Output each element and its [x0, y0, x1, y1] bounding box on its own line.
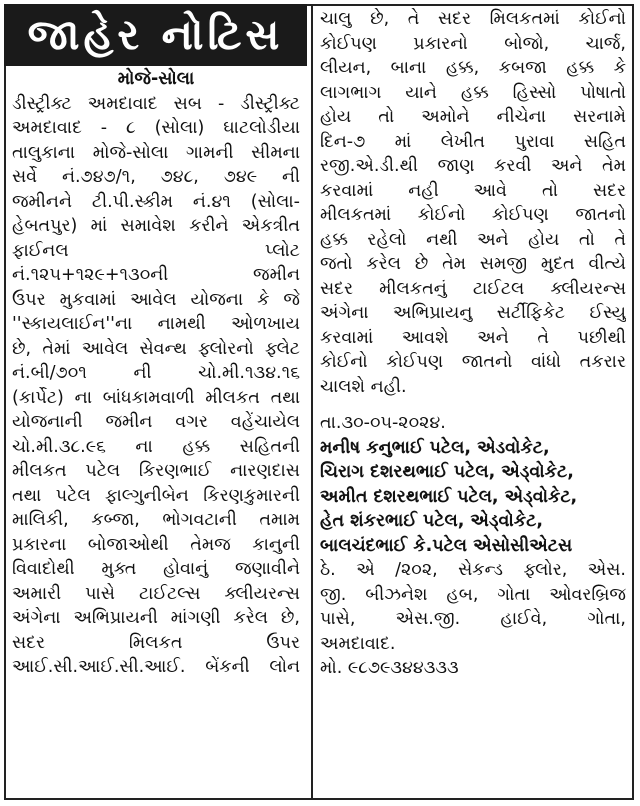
body-line: સદર મીલકતનું ટાઈટલ ક્લીયરન્સ [320, 278, 626, 299]
body-line: આઈ.સી.આઈ.સી.આઈ. બેંકની લોન [12, 657, 300, 677]
right-column [320, 7, 626, 681]
body-line: પ્રકારના બોજાઓથી તેમજ કાનુની [12, 534, 300, 555]
body-line: જમીનને ટી.પી.સ્કીમ નં.૪૧ (સોલા- [12, 191, 300, 212]
body-line: કોઈપણ પ્રકારનો બોજો, ચાર્જ, [320, 33, 626, 54]
body-line: તથા પટેલ ફાલ્ગુનીબેન કિરણકુમારની [12, 485, 300, 506]
address-line: મો. ૯૮૭૯૩૪૪૩૩૩ [320, 658, 459, 678]
body-line: નં.૧૨૫+૧૨૯+૧૩૦ની જમીન [12, 265, 300, 285]
body-line: વિવાદોથી મુક્ત હોવાનું જણાવીને [12, 559, 300, 579]
body-line: કોઈનો કોઈપણ જાતનો વાંધો તકરાર [320, 352, 626, 372]
body-line: મીલકતમાં કોઈનો કોઈપણ જાતનો [320, 205, 626, 225]
body-line: સદર મિલકત ઉપર [12, 632, 300, 653]
body-line: હેબતપુર) માં સમાવેશ કરીને એકત્રીત [12, 216, 300, 236]
column-divider [311, 4, 313, 800]
advocate-line: ચિરાગ દશરથભાઈ પટેલ, એડ્વોકેટ, [320, 462, 574, 482]
body-line: માલિકી, કબ્જા, ભોગવટાની તમામ [12, 510, 300, 530]
address-block [320, 558, 626, 681]
location-heading: મોજે-સોલા [117, 69, 195, 89]
address-line: પાસે, એસ.જી. હાઈવે, ગોતા, [320, 609, 626, 629]
right-body [320, 7, 626, 399]
body-line: કરવામાં આવશે અને તે પછીથી [320, 327, 626, 348]
body-line: યોજનાની જમીન વગર વહેંચાયેલ [12, 412, 300, 432]
body-line: છે, તેમાં આવેલ સેવન્થ ફ્લોરનો ફ્લેટ [12, 338, 300, 359]
advocate-line: બાલચંદભાઈ કે.પટેલ એસોસીએટસ [320, 535, 573, 556]
body-line: ચો.મી.૩૮.૯૬ ના હક્ક સહિતની [12, 436, 300, 457]
body-line: નં.બી/૭૦૧ ની ચો.મી.૧૩૪.૧૬ [12, 363, 300, 383]
body-line: તાલુકાના મોજે-સોલા ગામની સીમના [12, 142, 300, 163]
notice-title: જાહેર નોટિસ [27, 10, 284, 59]
body-line: ''સ્કાયલાઈન''ના નામથી ઓળખાય [12, 314, 300, 334]
body-line: લીયન, બાના હક્ક, કબજા હક્ક કે [320, 58, 626, 78]
body-line: અમારી પાસે ટાઈટલ્સ ક્લીયરન્સ [12, 583, 300, 604]
body-line: કરવામાં નહી આવે તો સદર [320, 180, 626, 201]
body-line: લાગભાગ યાને હક્ક હિસ્સો પોષાતો [320, 82, 626, 103]
body-line: ઉપર મુકવામાં આવેલ યોજના કે જે [12, 289, 300, 310]
body-line: મીલકત પટેલ કિરણભાઈ નારણદાસ [12, 461, 300, 481]
body-line: ડીસ્ટ્રીક્ટ અમદાવાદ સબ - ડીસ્ટ્રીક્ટ [12, 93, 300, 114]
advocate-line: હેત શંકરભાઈ પટેલ, એડ્વોકેટ, [320, 511, 543, 531]
body-line: ચાલશે નહી. [320, 376, 407, 397]
body-line: અંગેના અભિપ્રાયનુ સર્ટીફિકેટ ઈસ્યુ [320, 303, 626, 323]
address-line: ઠે. એ /૨૦૨, સેકન્ડ ફ્લોર, એસ. [320, 560, 626, 580]
left-body [12, 92, 300, 680]
advocate-list [320, 436, 626, 559]
advocate-line: મનીષ કનુભાઈ પટેલ, એડવોકેટ, [320, 437, 550, 458]
notice-date: તા.૩૦-૦૫-૨૦૨૪. [320, 413, 446, 433]
address-line: અમદાવાદ. [320, 633, 396, 654]
address-line: જી. બીઝનેશ હબ, ગોતા ઓવરબ્રિજ [320, 584, 626, 605]
body-line: સર્વે નં.૭૪૭/૧, ૭૪૮, ૭૪૯ ની [12, 167, 300, 187]
left-column [12, 67, 300, 680]
body-line: હક્ક રહેલો નથી અને હોય તો તે [320, 229, 626, 250]
body-line: (કાર્પેટ) ના બાંધકામવાળી મીલકત તથા [12, 387, 300, 408]
body-line: ચાલુ છે, તે સદર મિલકતમાં કોઈનો [320, 9, 626, 29]
body-line: ફાઈનલ પ્લોટ [12, 240, 300, 261]
advocate-line: અમીત દશરથભાઈ પટેલ, એડ્વોકેટ, [320, 486, 578, 507]
body-line: દિન-૭ માં લેખીત પુરાવા સહિત [320, 131, 626, 152]
body-line: રજી.એ.ડી.થી જાણ કરવી અને તેમ [320, 156, 626, 176]
notice-title-banner [4, 4, 307, 66]
body-line: હોય તો અમોને નીચેના સરનામે [320, 107, 626, 127]
body-line: અંગેના અભિપ્રાયની માંગણી કરેલ છે, [12, 608, 300, 628]
body-line: જતો કરેલ છે તેમ સમજી મુદત વીત્યે [320, 254, 626, 274]
body-line: અમદાવાદ - ૮ (સોલા) ઘાટલોડીયા [12, 118, 300, 138]
